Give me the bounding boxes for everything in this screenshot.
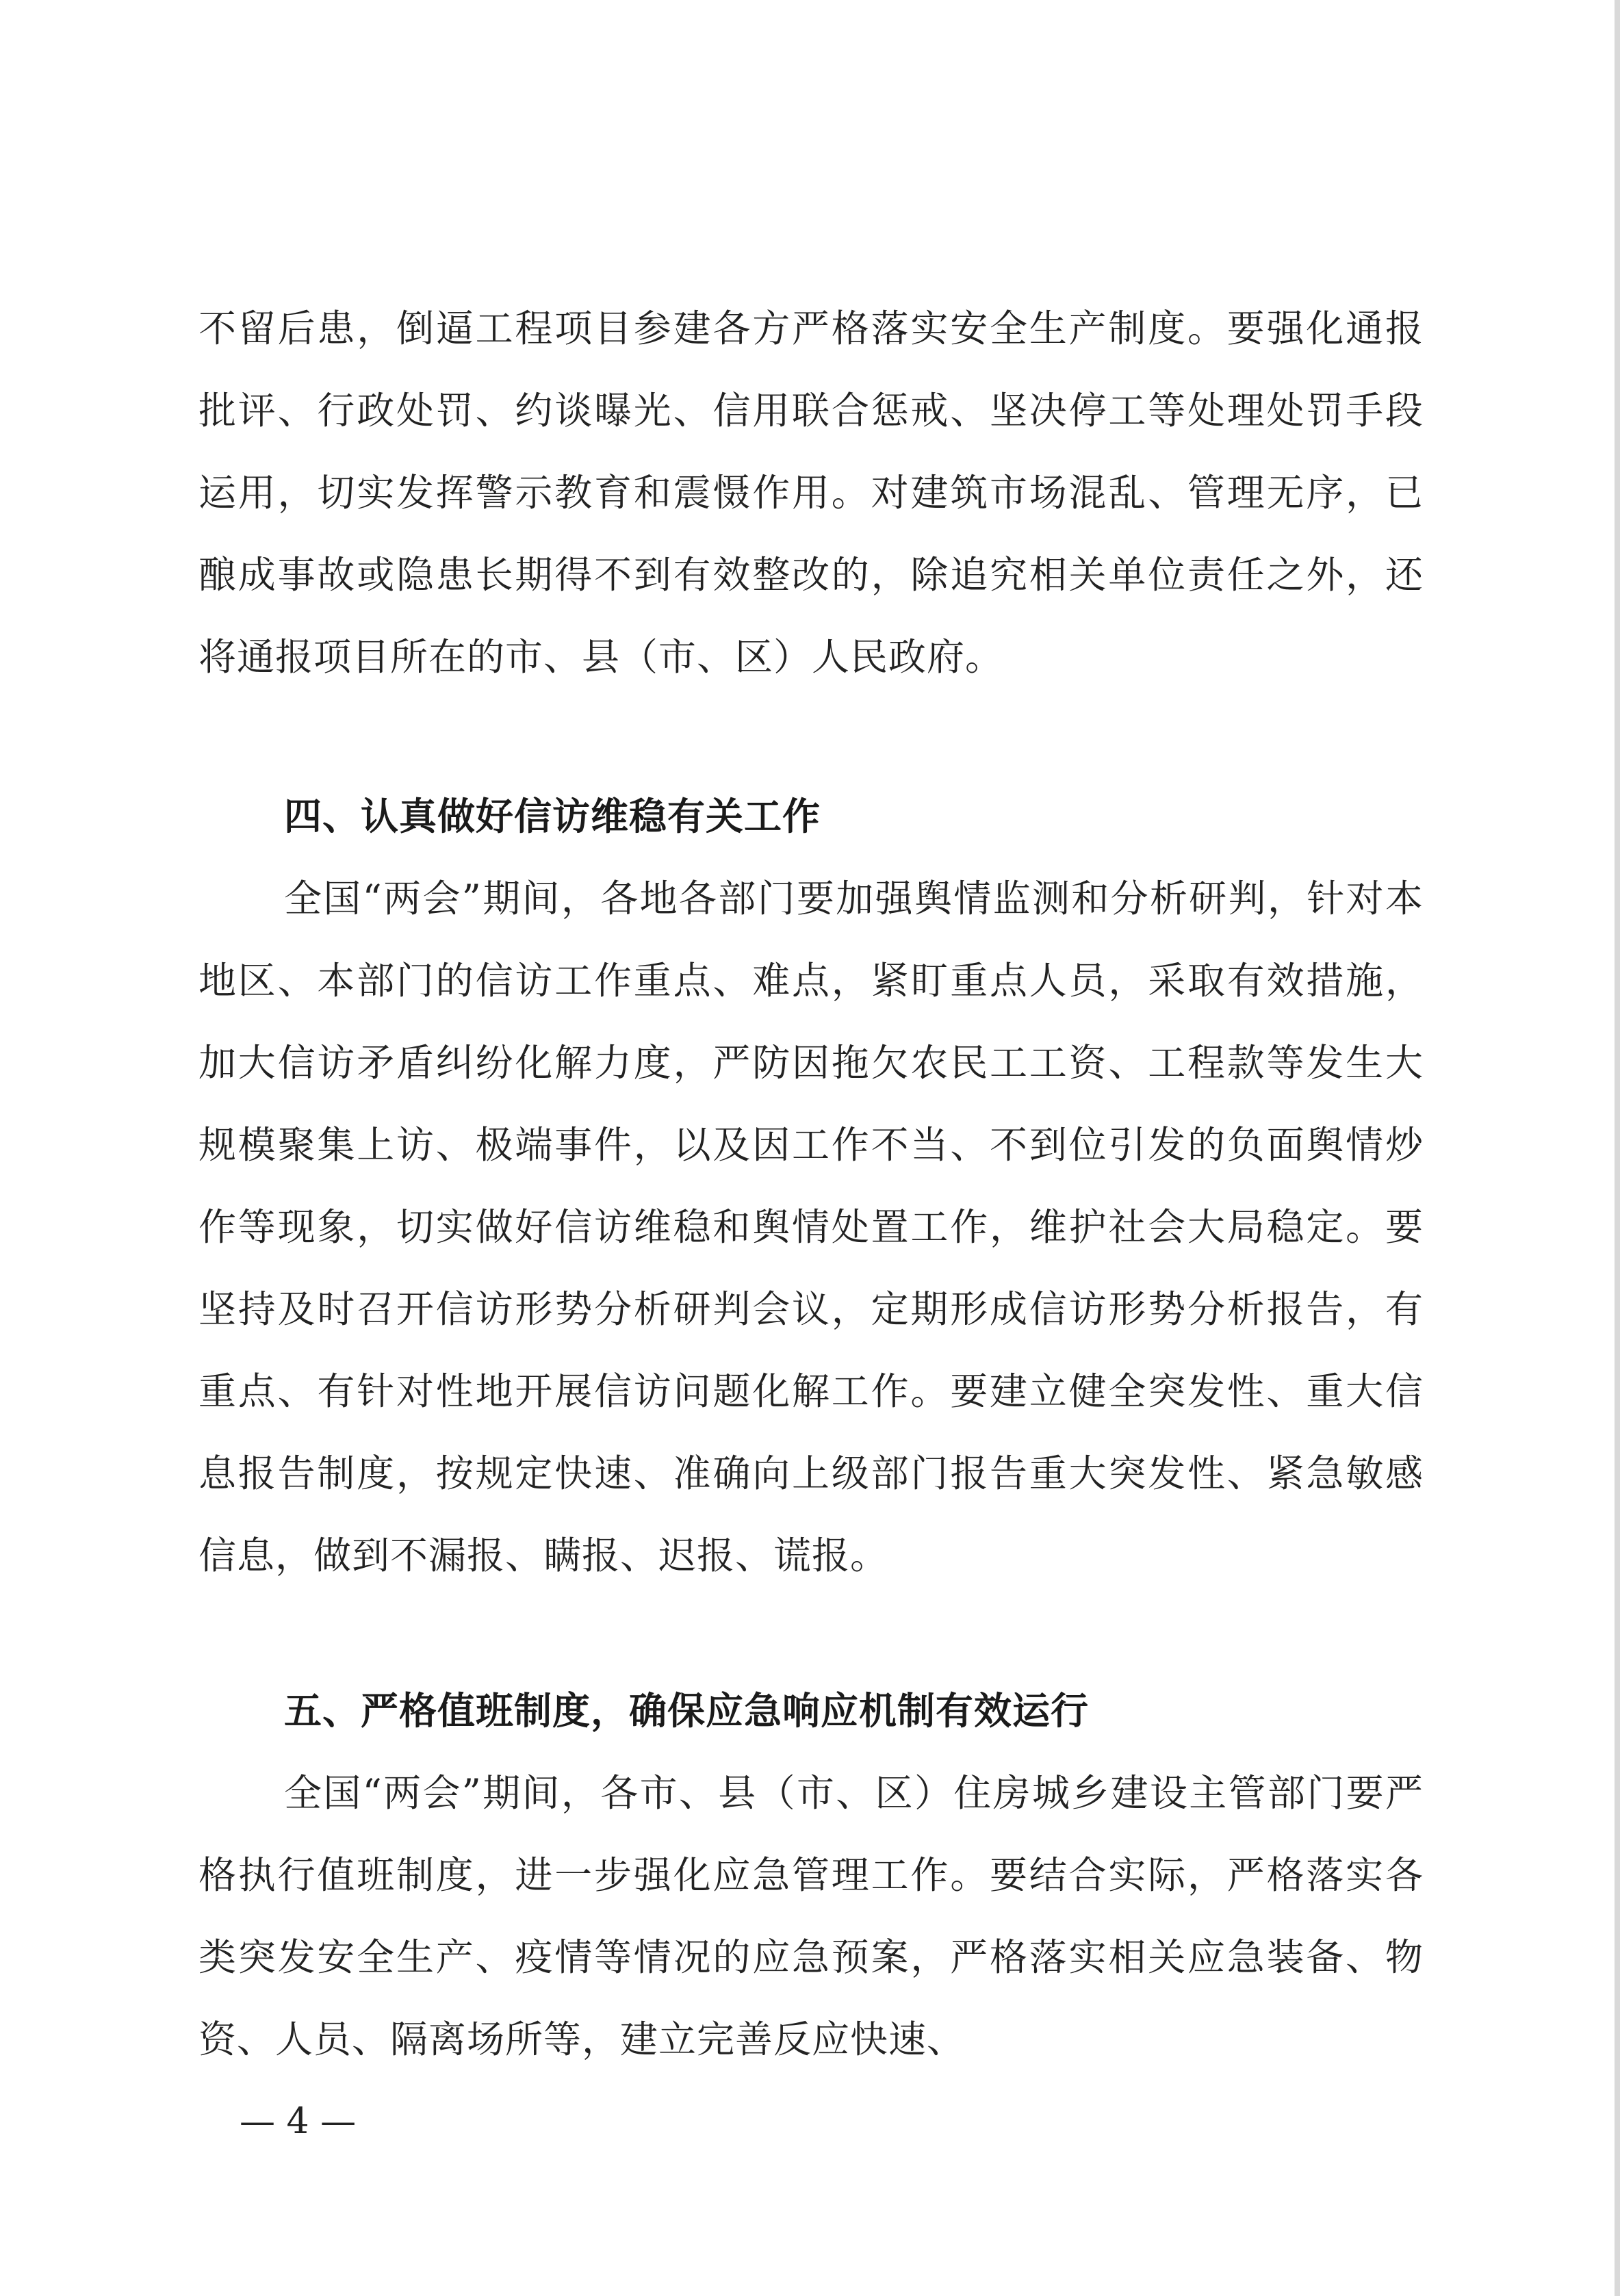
section-heading-5: 五、严格值班制度，确保应急响应机制有效运行 (284, 1689, 1090, 1733)
paragraph-continued: 不留后患，倒逼工程项目参建各方严格落实安全生产制度。要强化通报批评、行政处罚、约谈曝光、信用联合惩戒、坚决停工等处理处罚手段运用，切实发挥警示教育和震慑作用。对建筑市场混乱、管理无序，已酿成事故或隐患长期得不到有效整改的，除追究相关单位责任之外，还将通报项目所在的市、县（市、区）人民政府。 (198, 307, 1424, 679)
paragraph-duty-system: 全国“两会”期间，各市、县（市、区）住房城乡建设主管部门要严格执行值班制度，进一步强化应急管理工作。要结合实际，严格落实各类突发安全生产、疫情等情况的应急预案，严格落实相关应急装备、物资、人员、隔离场所等，建立完善反应快速、 (198, 1771, 1424, 2061)
page-number: — 4 — (240, 2101, 357, 2142)
section-heading-4: 四、认真做好信访维稳有关工作 (284, 795, 821, 838)
paragraph-petition-stability: 全国“两会”期间，各地各部门要加强舆情监测和分析研判，针对本地区、本部门的信访工作重点、难点，紧盯重点人员，采取有效措施，加大信访矛盾纠纷化解力度，严防因拖欠农民工工资、工程款等发生大规模聚集上访、极端事件，以及因工作不当、不到位引发的负面舆情炒作等现象，切实做好信访维稳和舆情处置工作，维护社会大局稳定。要坚持及时召开信访形势分析研判会议，定期形成信访形势分析报告，有重点、有针对性地开展信访问题化解工作。要建立健全突发性、重大信息报告制度，按规定快速、准确向上级部门报告重大突发性、紧急敏感信息，做到不漏报、瞒报、迟报、谎报。 (198, 877, 1424, 1577)
